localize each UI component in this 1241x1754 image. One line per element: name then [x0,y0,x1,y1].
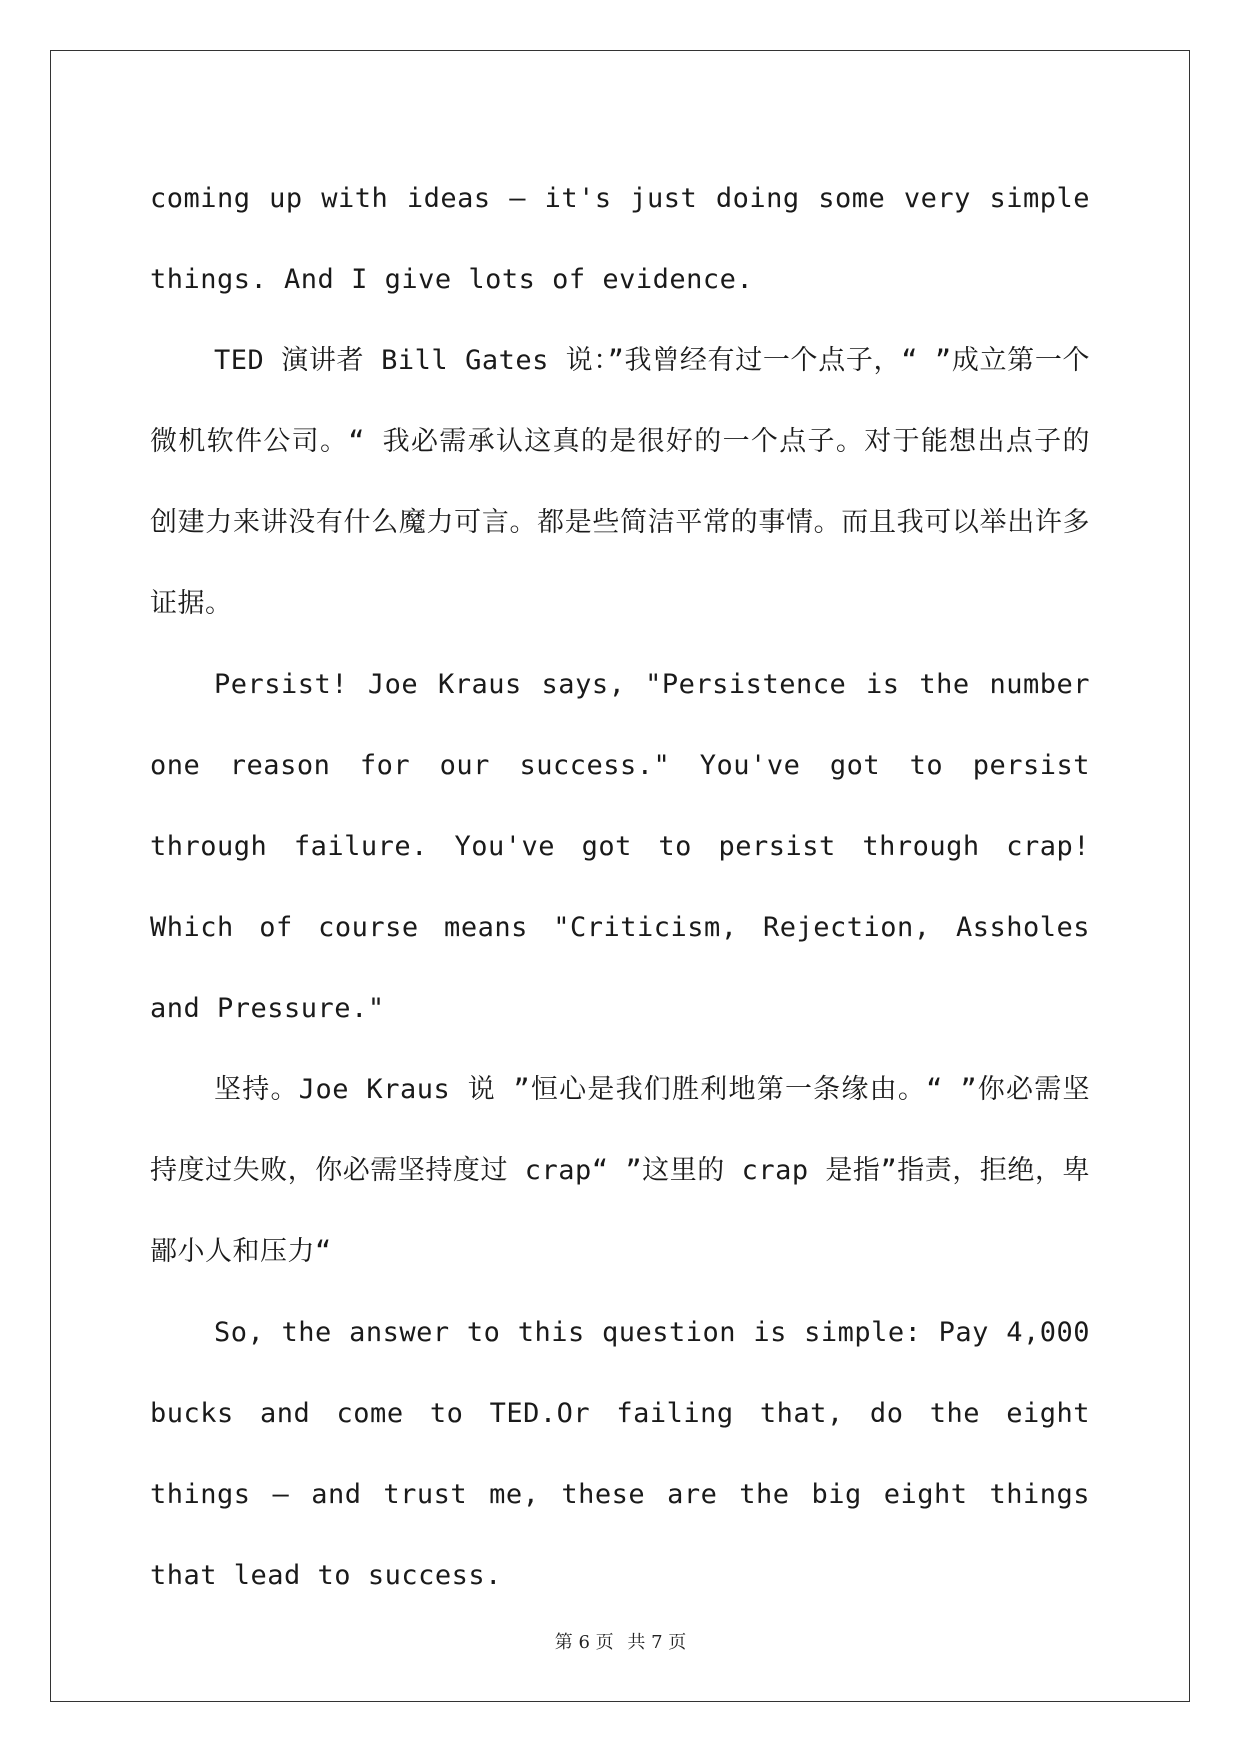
page-footer [0,1628,1241,1654]
paragraph-5: So, the answer to this question is simple: Pay 4,000 bucks and come to TED.Or failing that, do the eight things — and trust me, these are the big eight things that lead to success. [150,1317,1090,1591]
page-total: 共 7 页 [627,1632,687,1653]
document-body [150,158,1090,1616]
paragraph-2: TED 演讲者 Bill Gates 说：”我曾经有过一个点子，“ ”成立第一个微机软件公司。“ 我必需承认这真的是很好的一个点子。对于能想出点子的创建力来讲没有什么魔力可言。都是些简洁平常的事情。而且我可以举出许多证据。 [150,345,1090,619]
paragraph-3: Persist! Joe Kraus says, "Persistence is the number one reason for our success." You've got to persist through failure. You've got to persist through crap! Which of course means "Criticism, Rejection, Assholes and Pressure." [150,669,1090,1024]
page-number: 第 6 页 [554,1632,614,1653]
paragraph-1: coming up with ideas — it's just doing some very simple things. And I give lots of evidence. [150,183,1090,295]
paragraph-4: 坚持。Joe Kraus 说 ”恒心是我们胜利地第一条缘由。“ ”你必需坚持度过失败，你必需坚持度过 crap“ ”这里的 crap 是指”指责，拒绝，卑鄙小人和压力“ [150,1074,1090,1267]
